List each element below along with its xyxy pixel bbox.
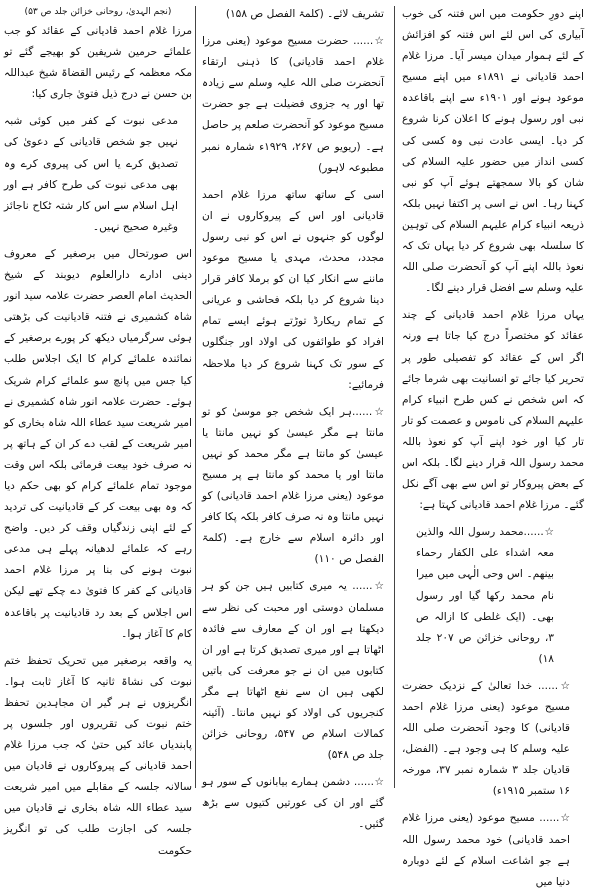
quote: ☆...... یہ میری کتابیں ہیں جن کو ہر مسلمان دوستی اور محبت کی نظر سے دیکھتا ہے اور ان کے معارف سے فائدہ اٹھاتا ہے اور میری تصدیق کرتا ہے اور ان کتابوں میں ان نے جو معرفت کی باتیں لکھی ہیں ان سے نفع اٹھاتا ہے مگر کنجریوں کی اولاد کو نہیں مانتا۔ (آئینہ کمالات اسلام ص ۵۴۷، روحانی خزائن جلد ص ۵۴۸) [202,580,384,762]
paragraph: یہ واقعہ برصغیر میں تحریک تحفظ ختم نبوت کی نشاۃ ثانیہ کا آغاز ثابت ہوا۔ انگریزوں نے ہر گیر ان مجاہدین تحفظ ختم نبوت کی تقریروں اور جلسوں پر پابندیاں عائد کیں حتیٰ کہ جب مرزا غلام احمد قادیانی کے پیروکاروں نے قادیان میں سالانہ جلسہ کے مقابلے میں امیر شریعت سید عطاء اللہ شاہ بخاری نے قادیان میں جلسہ کی اجازت طلب کی تو انگریز حکومت [4,654,192,857]
quote: ☆......ہر ایک شخص جو موسیٰ کو تو مانتا ہے مگر عیسیٰ کو نہیں مانتا یا عیسیٰ کو مانتا ہے مگر محمد کو نہیں مانتا اور یا محمد کو مانتا ہے پر مسیح موعود (یعنی مرزا غلام احمد قادیانی) کو نہیں مانتا وہ نہ صرف کافر بلکہ پکا کافر اور دائرہ اسلام سے خارج ہے۔ (کلمۃ الفصل ص ۱۱۰) [202,405,384,566]
citation: (نجم الہدیٰ، روحانی خزائن جلد ص ۵۳) [24,7,172,17]
column-right [402,4,584,888]
quote: ☆......محمد رسول اللہ والذین معہ اشداء علی الکفار رحماء بینھم۔ اس وحی الٰہی میں میرا نام محمد رکھا گیا اور رسول بھی۔ (ایک غلطی کا ازالہ ص ۳، روحانی خزائن ص ۲۰۷ جلد ۱۸) [416,526,554,665]
quote: مدعی نبوت کے کفر میں کوئی شبہ نہیں جو شخص قادیانی کے دعویٰ کی تصدیق کرے یا اس کی پیروی کرے وہ بھی مدعی نبوت کی طرح کافر ہے اور اہل اسلام سے اس کار شتہ ٹکاح ناجائز وغیرہ صحیح نہیں۔ [4,115,178,233]
column-divider [195,6,196,788]
quote: ☆...... مسیح موعود (یعنی مرزا غلام احمد قادیانی) خود محمد رسول اللہ ہے جو اشاعت اسلام کے لئے دوبارہ دنیا میں [402,812,570,888]
quote-continuation: تشریف لائے۔ (کلمۃ الفصل ص ۱۵۸) [225,8,384,20]
quote: ☆...... حضرت مسیح موعود (یعنی مرزا غلام احمد قادیانی) کا ذہنی ارتقاء آنحضرت صلی اللہ علیہ وسلم سے زیادہ تھا اور یہ جزوی فضیلت ہے جو حضرت مسیح موعود کو آنحضرت صلعم پر حاصل ہے۔ (ریویو ص ۲۶۷، ۱۹۲۹ء شمارہ نمبر مطبوعہ لاہور) [202,35,384,174]
paragraph: اپنے دورِ حکومت میں اس فتنہ کی خوب آبیاری کی اس لئے اس فتنہ کو افزائش کے لئے ہموار میدان میسر آیا۔ مرزا غلام احمد قادیانی نے ۱۸۹۱ء میں اپنے مسیح موعود ہونے اور ۱۹۰۱ء سے اپنے باقاعدہ نبی اور رسول ہونے کا اعلان کرنا شروع کر دیا۔ ایسی عادت نبی وہ کسی کی کسی انداز میں حضور علیہ السلام کی شان کو بالا سمجھتے ہوئے آپ کو نبی کہنا رہا۔ اس نے اسی پر اکتفا نہیں بلکہ ذریعہ انبیاء کرام علیہم السلام کی توہین کا سلسلہ بھی شروع کر دیا یہاں تک کہ نعوذ باللہ اپنے آپ کو آنحضرت صلی اللہ علیہ وسلم سے افضل قرار دینے لگا۔ [402,8,584,295]
quote: ☆...... دشمن ہمارے بیابانوں کے سور ہو گئے اور ان کی عورتیں کتیوں سے بڑھ گئیں۔ [202,776,384,831]
paragraph: اسی کے ساتھ ساتھ مرزا غلام احمد قادیانی اور اس کے پیروکاروں نے ان لوگوں کو جنہوں نے اس کو نبی رسول مجدد، محدث، مہدی یا مسیح موعود ماننے سے انکار کیا ان کو برملا کافر قرار دینا شروع کر دیا بلکہ فحاشی و عریانی کے تمام ریکارڈ توڑتے ہوئے ایسے تمام افراد کو طوائفوں کی اولاد اور جنگلوں کے سور تک کہنا شروع کر دیا ملاحظہ فرمائیے: [202,188,384,391]
column-middle [202,4,384,831]
quote: ☆...... خدا تعالیٰ کے نزدیک حضرت مسیح موعود (یعنی مرزا غلام احمد قادیانی) کا وجود آنحضرت صلی اللہ علیہ وسلم کا ہی وجود ہے۔ (الفضل، قادیان جلد ۳ شمارہ نمبر ۳۷، مورخہ ۱۶ ستمبر ۱۹۱۵ء) [402,679,570,798]
paragraph: اس صورتحال میں برصغیر کے معروف دینی ادارے دارالعلوم دیوبند کے شیخ الحدیث امام العصر حضرت علامہ سید انور شاہ کشمیری نے فتنہ قادیانیت کی بڑھتی ہوئی سرگرمیاں دیکھ کر پورے برصغیر کے نمائندہ علمائے کرام کا ایک اجلاس طلب کیا جس میں پانچ سو علمائے کرام شریک ہوئے۔ حضرت علامہ انور شاہ کشمیری نے امیر شریعت سید عطاء اللہ شاہ بخاری کو امیر شریعت کے لقب دے کر ان کے ہاتھ پر نہ صرف خود بیعت فرمائی بلکہ اس وقت موجود تمام علمائے کرام کو بھی حکم دیا کہ وہ بھی بیعت کر کے قادیانیت کی تردید کے لئے اپنی زندگیاں وقف کر دیں۔ واضح رہے کہ علمائے لدھیانہ پہلے ہی مدعی نبوت ہونے کی بنا پر مرزا غلام احمد قادیانی کے کفر کا فتویٰ دے چکے تھے لیکن اس اجلاس کے بعد رد قادیانیت پر باقاعدہ کام کا آغاز ہوا۔ [4,247,192,640]
paragraph: مرزا غلام احمد قادیانی کے عقائد کو جب علمائے حرمین شریفین کو بھیجے گئے تو مکہ معظمہ کے رئیس القضاۃ شیخ عبداللہ بن حسن نے درج ذیل فتویٰ جاری کیا: [4,25,192,101]
paragraph: یہاں مرزا غلام احمد قادیانی کے چند عقائد کو مختصراً درج کیا جاتا ہے ورنہ اگر اس کے عقائد کو تفصیلی طور پر تحریر کیا جائے تو انسانیت بھی شرما جائے کہ اس شخص نے کس طرح انبیاء کرام علیہم السلام کی ناموس و عصمت کو تار تار کیا اور خود اپنے آپ کو نعوذ باللہ محمد رسول اللہ قرار دینے لگا۔ بلکہ اس کے بعض پیروکار تو اس سے بھی آگے نکل گئے۔ مرزا غلام احمد قادیانی کہتا ہے: [402,309,584,512]
column-left [4,4,192,857]
column-divider [394,6,395,788]
